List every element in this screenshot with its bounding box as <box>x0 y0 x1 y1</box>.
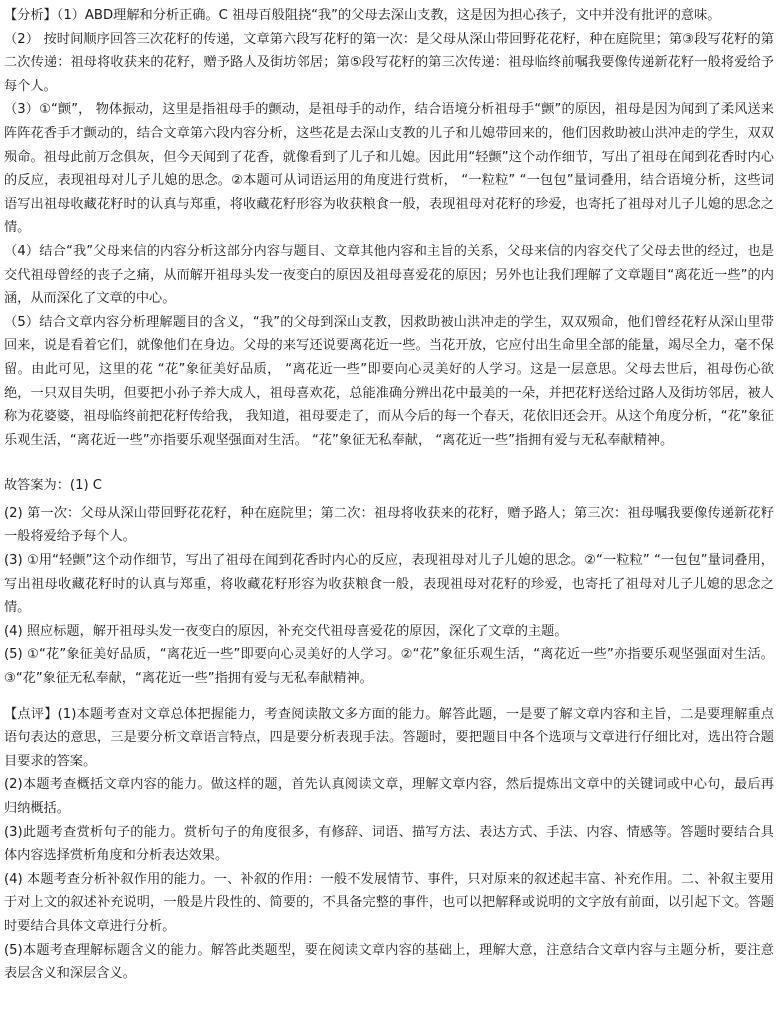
analysis-paragraph-4: （4）结合“我”父母来信的内容分析这部分内容与题目、文章其他内容和主旨的关系，父母来信的内容交代了父母去世的经过，也是交代祖母曾经的丧子之痛，从而解开祖母头发一夜变白的原因及祖母喜爱花的原因；另外也让我们理解了文章题目“离花近一些”的内涵，从而深化了文章的中心。 <box>4 243 774 307</box>
answer-item-4: (4) 照应标题，解开祖母头发一夜变白的原因，补充交代祖母喜爱花的原因，深化了文章的主题。 <box>4 623 568 639</box>
answer-item-5: (5) ①“花”象征美好品质，“离花近一些”即要向心灵美好的人学习。②“花”象征乐观生活，“离花近一些”亦指要乐观坚强面对生活。③“花”象征无私奉献，“离花近一些”指拥有爱与无私奉献精神。 <box>4 647 774 687</box>
spacer <box>4 452 774 474</box>
comment-paragraph-5: (5)本题考查理解标题含义的能力。解答此类题型，要在阅读文章内容的基础上，理解大意，注意结合文章内容与主题分析，要注意表层含义和深层含义。 <box>4 942 774 982</box>
answer-heading: 故答案为：(1) C <box>4 478 103 494</box>
analysis-paragraph-2: （2） 按时间顺序回答三次花籽的传递，文章第六段写花籽的第一次：是父母从深山带回野花花籽，种在庭院里；第③段写花籽的第二次传递：祖母将收获来的花籽，赠予路人及街坊邻居；第⑤段写花籽的第三次传递：祖母临终前嘱我要像传递新花籽一般将爱给予每个人。 <box>4 31 774 94</box>
comment-paragraph-1: 【点评】(1)本题考查对文章总体把握能力，考查阅读散文多方面的能力。解答此题，一是要了解文章内容和主旨，二是要理解重点语句表达的意思，三是要分析文章语言特点，四是要分析表现手法。答题时，要把题目中各个选项与文章进行仔细比对，选出符合题目要求的答案。 <box>4 706 774 769</box>
answer-section <box>4 474 774 690</box>
comment-paragraph-3: (3)此题考查赏析句子的能力。赏析句子的角度很多，有修辞、词语、描写方法、表达方式、手法、内容、情感等。答题时要结合具体内容选择赏析角度和分析表达效果。 <box>4 824 774 864</box>
comment-section <box>4 703 774 986</box>
answer-item-3: (3) ①用“轻颤”这个动作细节，写出了祖母在闻到花香时内心的反应，表现祖母对儿子儿媳的思念。②“一粒粒” “一包包”量词叠用，写出祖母收藏花籽时的认真与郑重，将收藏花籽形容为收获粮食一般，表现祖母对花籽的珍爱，也寄托了祖母对儿子儿媳的思念之情。 <box>4 553 774 616</box>
answer-item-2: (2) 第一次：父母从深山带回野花花籽，种在庭院里；第二次：祖母将收获来的花籽，赠予路人；第三次：祖母嘱我要像传递新花籽一般将爱给予每个人。 <box>4 505 774 545</box>
analysis-paragraph-1: 【分析】（1）ABD理解和分析正确。C 祖母百般阻挠“我”的父母去深山支教，这是因为担心孩子，文中并没有批评的意味。 <box>4 8 721 23</box>
analysis-section <box>4 4 774 452</box>
analysis-paragraph-5: （5）结合文章内容分析理解题目的含义，“我”的父母到深山支教，因救助被山洪冲走的学生，双双殒命，他们曾经花籽从深山里带回来，说是看着它们，就像他们在身边。父母的来写还说要离花近一些。当花开放，它应付出生命里全部的能量，竭尽全力，毫不保留。由此可见，这里的花 “花”象征美好品质， “离花近一些”即要向心灵美好的人学习。这是一层意思。父母去世后，祖母伤心欲绝，一只双目失明，但要把小孙子养大成人，祖母喜欢花，总能准确分辨出花中最美的一朵，并把花籽送给过路人及街坊邻居，被人称为花婆婆，祖母临终前把花籽传给我， 我知道，祖母要走了，而从今后的每一个春天，花依旧还会开。从这个角度分析，“花”象征乐观生活，“离花近一些”亦指要乐观坚强面对生活。 “花”象征无私奉献， “离花近一些”指拥有爱与无私奉献精神。 <box>4 314 774 448</box>
comment-paragraph-2: (2)本题考查概括文章内容的能力。做这样的题，首先认真阅读文章，理解文章内容，然后提炼出文章中的关键词或中心句，最后再归纳概括。 <box>4 777 774 816</box>
spacer <box>4 691 774 703</box>
comment-paragraph-4: (4) 本题考查分析补叙作用的能力。一、补叙的作用：一般不发展情节、事件，只对原来的叙述起丰富、补充作用。二、补叙主要用于对上文的叙述补充说明，一般是片段性的、简要的，不具备完整的事件，也可以把解释或说明的文字放有前面，以引起下文。答题时要结合具体文章进行分析。 <box>4 871 774 934</box>
analysis-paragraph-3: （3）①“颤”， 物体振动，这里是指祖母手的颤动，是祖母手的动作，结合语境分析祖母手“颤”的原因，祖母是因为闻到了柔风送来阵阵花香手才颤动的，结合文章第六段内容分析，这些花是去深山支教的儿子和儿媳带回来的，他们因救助被山洪冲走的学生，双双殒命。祖母此前万念俱灰，但今天闻到了花香，就像看到了儿子和儿媳。因此用“轻颤”这个动作细节，写出了祖母在闻到花香时内心的反应，表现祖母对儿子儿媳的思念。②本题可从词语运用的角度进行赏析， “一粒粒” “一包包”量词叠用，结合语境分析，这些词语写出祖母收藏花籽时的认真与郑重，将收藏花籽形容为收获粮食一般，表现祖母对花籽的珍爱，也寄托了祖母对儿子儿媳的思念之情。 <box>4 102 774 236</box>
